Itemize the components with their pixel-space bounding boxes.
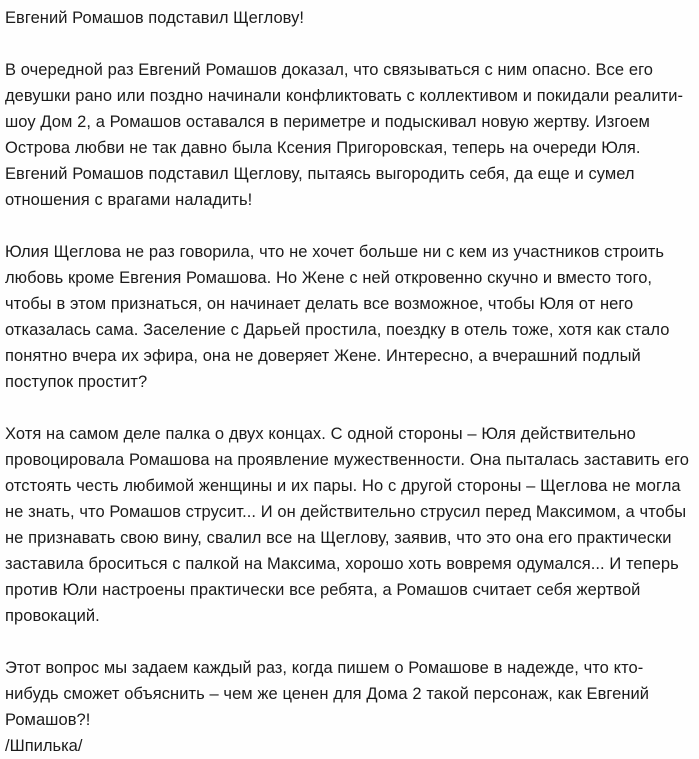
article-body (5, 57, 691, 759)
article-signature: /Шпилька/ (5, 737, 83, 755)
title-body-spacer (5, 31, 691, 57)
paragraph-spacer (5, 213, 691, 239)
article-paragraph: Этот вопрос мы задаем каждый раз, когда пишем о Ромашове в надежде, что кто-нибудь сможет объяснить – чем же ценен для Дома 2 такой персонаж, как Евгений Ромашов?! (5, 659, 650, 729)
article-paragraph: В очередной раз Евгений Ромашов доказал, что связываться с ним опасно. Все его девушки рано или поздно начинали конфликтовать с коллективом и покидали реалити-шоу Дом 2, а Ромашов оставался в периметре и подыскивал новую жертву. Изгоем Острова любви не так давно была Ксения Пригоровская, теперь на очереди Юля. Евгений Ромашов подставил Щеглову, пытаясь выгородить себя, да еще и сумел отношения с врагами наладить! (5, 61, 684, 209)
paragraph-spacer (5, 629, 691, 655)
page-title: Евгений Ромашов подставил Щеглову! (5, 9, 305, 27)
article-paragraph: Хотя на самом деле палка о двух концах. С одной стороны – Юля действительно провоцировала Ромашова на проявление мужественности. Она пыталась заставить его отстоять честь любимой женщины и их пары. Но с другой стороны – Щеглова не могла не знать, что Ромашов струсит... И он действительно струсил перед Максимом, а чтобы не признавать свою вину, свалил все на Щеглову, заявив, что это она его практически заставила броситься с палкой на Максима, хорошо хоть вовремя одумался... И теперь против Юли настроены практически все ребята, а Ромашов считает себя жертвой провокаций. (5, 425, 689, 625)
article-paragraph: Юлия Щеглова не раз говорила, что не хочет больше ни с кем из участников строить любовь кроме Евгения Ромашова. Но Жене с ней откровенно скучно и вместо того, чтобы в этом признаться, он начинает делать все возможное, чтобы Юля от него отказалась сама. Заселение с Дарьей простила, поездку в отель тоже, хотя как стало понятно вчера их эфира, она не доверяет Жене. Интересно, а вчерашний подлый поступок простит? (5, 243, 670, 391)
paragraph-spacer (5, 395, 691, 421)
